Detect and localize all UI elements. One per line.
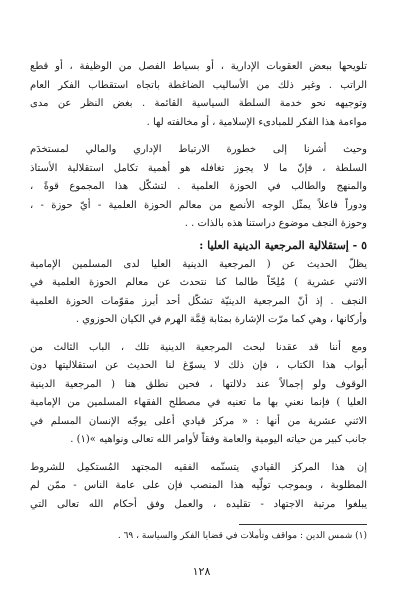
- text-line: ومع أننا قد عقدنا لبحث المرجعية الدينية تلك ، الباب الثالث من: [30, 341, 367, 353]
- text-line: جانب كبير من حياته اليومية والعامة وفقاً لأوامر الله تعالى ونواهيه »(١) .: [70, 434, 367, 445]
- paragraph-5: [30, 459, 367, 515]
- text-line: الاثني عشرية ) مُلِحّاً طالما كنا نتحدث عن معالم الحوزة العلمية في: [30, 277, 367, 288]
- footnote: (١) شمس الدين : مواقف وتأملات في قضايا الفكر والسياسة ، ٦٩ .: [117, 531, 367, 541]
- text-line: الراتب . وغير ذلك من الأساليب الضاغطة باتجاه استقطاب الفكر العام: [30, 79, 367, 91]
- text-line: يبلغوا مرتبة الاجتهاد - تقليده ، والعمل وفق أحكام الله تعالى التي: [30, 498, 367, 510]
- text-line: وأركانها ، وهي كما مرّت الإشارة بمثابة قِمَّة الهرم في الكيان الحوزوي .: [75, 314, 367, 325]
- text-line: ودوراً فاعلاً يمثّل الوجه الأنصع من معالم الحوزة العلمية - أيّ حوزة - ،: [30, 199, 367, 211]
- footnote-separator: [239, 524, 367, 525]
- paragraph-group-2: [30, 256, 367, 515]
- text-line: الوقوف ولو إجمالاً عند دلالتها ، فحين نطلق هنا ( المرجعية الدينية: [30, 378, 367, 390]
- paragraph-1: [30, 58, 367, 132]
- text-line: النجف . إذ أنّ المرجعية الدينيّة تشكّل أحد أبرز مقوّمات الحوزة العلمية: [30, 295, 367, 307]
- paragraph-spacer: [30, 132, 367, 141]
- text-line: يظلّ الحديث عن ( المرجعية الدينية العليا لدى المسلمين الإمامية: [30, 258, 367, 270]
- paragraph-spacer: [30, 450, 367, 459]
- paragraph-group-1: [30, 58, 367, 234]
- section-heading: ٥ - إستقلالية المرجعية الدينية العليا :: [199, 238, 367, 252]
- paragraph-3: [30, 256, 367, 330]
- text-line: وتوجيهه نحو خدمة السلطة السياسية القائمة . بغض النظر عن مدى: [30, 98, 367, 109]
- text-line: مواءمة هذا الفكر للمبادىء الإسلامية ، أو مخالفته لها .: [146, 116, 367, 128]
- text-line: والمنهج والطالب في الحوزة العلمية . لتشكّل هذا المجموع قوةً ،: [30, 181, 367, 192]
- paragraph-4: [30, 339, 367, 450]
- text-line: المطلوبة ، وبموجب تولّيه هذا المنصب فإن على عامة الناس - ممّن لم: [30, 480, 367, 491]
- paragraph-2: [30, 141, 367, 234]
- text-line: إن هذا المركز القيادي يتسنّمه الفقيه المجتهد المُستكمِل للشروط: [30, 461, 367, 473]
- text-line: أبواب هذا الكتاب ، فإن ذلك لا يسوّغ لنا الحديث عن استقلاليتها دون: [30, 360, 367, 371]
- page-number: ١٢٨: [192, 565, 211, 578]
- text-line: العليا ) فإنما نعني بها ما تعنيه في مصطلح الفقهاء المسلمين من الإمامية: [30, 397, 367, 408]
- text-line: وحيث أشرنا إلى خطورة الارتباط الإداري والمالي لمستخدَم: [30, 144, 367, 155]
- text-line: الاثني عشرية من أنها : « مركز قيادي أعلى يوجّه الإنسان المسلم في: [30, 415, 367, 427]
- paragraph-spacer: [30, 330, 367, 339]
- text-line: وحوزة النجف موضوع دراستنا هذه بالذات . .: [184, 218, 367, 229]
- text-line: تلويحها ببعض العقوبات الإدارية ، أو بسياط الفصل من الوظيفة ، أو قطع: [30, 61, 367, 72]
- text-line: السلطة ، فإنّ ما لا يجوز تغافله هو أهمية تكامل استقلالية الأستاذ: [30, 162, 367, 174]
